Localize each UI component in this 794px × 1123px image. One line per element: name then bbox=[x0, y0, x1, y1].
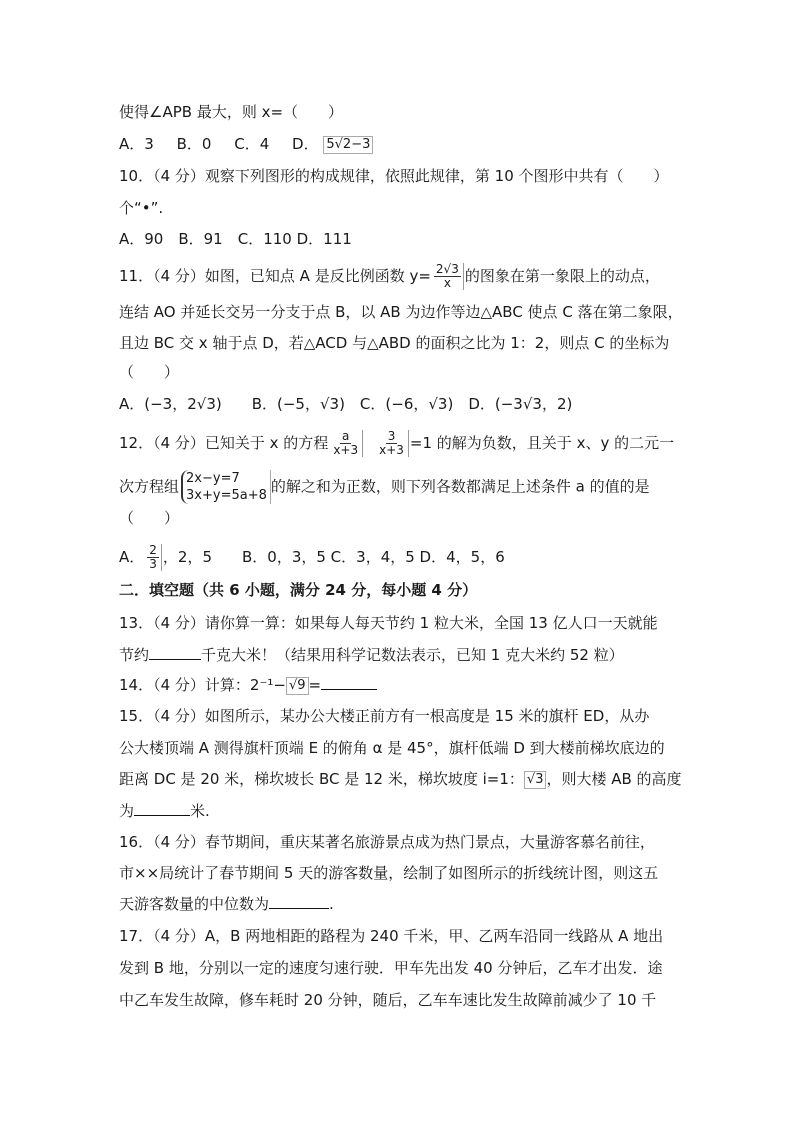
q12-option-a-label: A． bbox=[119, 548, 145, 566]
q17-line-2: 发到 B 地，分别以一定的速度匀速行驶．甲车先出发 40 分钟后，乙车才出发．途 bbox=[119, 959, 663, 977]
q12-option-a-numerator: 2 bbox=[149, 543, 157, 557]
q12-line-2 bbox=[119, 470, 650, 504]
q15-text-a: 距离 DC 是 20 米，梯坎坡长 BC 是 12 米，梯坎坡度 i=1： bbox=[119, 770, 524, 788]
q12-fraction-1 bbox=[329, 430, 363, 457]
q16-line-3 bbox=[119, 894, 334, 914]
q11-fraction-denominator: x bbox=[443, 276, 451, 290]
q13-answer-blank[interactable] bbox=[149, 645, 201, 660]
q9-option-a: A．3 bbox=[119, 135, 154, 153]
q12-fraction-2-denominator: x+3 bbox=[379, 443, 404, 457]
q11-line-2: 连结 AO 并延长交另一分支于点 B，以 AB 为边作等边△ABC 使点 C 落在第二象限， bbox=[119, 303, 683, 321]
q11-line-3: 且边 BC 交 x 轴于点 D，若△ACD 与△ABD 的面积之比为 1：2，则点 C 的坐标为 bbox=[119, 334, 670, 352]
section-2-heading: 二．填空题（共 6 小题，满分 24 分，每小题 4 分） bbox=[119, 581, 478, 599]
q15-answer-blank[interactable] bbox=[134, 801, 190, 816]
q11-options: A．(−3，2√3) B．(−5，√3) C．(−6，√3) D．(−3√3，2) bbox=[119, 395, 573, 413]
q16-text-b: . bbox=[329, 895, 334, 913]
q15-line-4 bbox=[119, 801, 210, 821]
q9-option-d-math: 5√2−3 bbox=[323, 136, 373, 154]
q14-radical: √9 bbox=[286, 677, 309, 695]
q9-options bbox=[119, 134, 373, 154]
q12-fraction-1-denominator: x+3 bbox=[333, 443, 359, 457]
q14-answer-blank[interactable] bbox=[321, 675, 377, 690]
q16-answer-blank[interactable] bbox=[269, 894, 329, 909]
q11-line-4: （ ） bbox=[119, 363, 180, 381]
q15-text-b: ，则大楼 AB 的高度 bbox=[546, 770, 682, 788]
q9-option-d: D． bbox=[292, 135, 319, 153]
q14-line bbox=[119, 675, 377, 695]
q12-option-a-fraction bbox=[145, 544, 162, 571]
q13-text-b: 千克大米！（结果用科学记数法表示，已知 1 克大米约 52 粒） bbox=[201, 646, 624, 664]
q12-text-d: 的解之和为正数，则下列各数都满足上述条件 a 的值的是 bbox=[270, 477, 650, 496]
q15-line-1: 15．（4 分）如图所示，某办公大楼正前方有一根高度是 15 米的旗杆 ED，从办 bbox=[119, 707, 650, 725]
q12-equation-2: 3x+y=5a+8 bbox=[186, 488, 267, 503]
q16-line-2: 市××局统计了春节期间 5 天的游客数量，绘制了如图所示的折线统计图，则这五 bbox=[119, 864, 659, 882]
q12-text-c: 次方程组 bbox=[119, 477, 180, 496]
q12-fraction-2-numerator: 3 bbox=[387, 429, 396, 443]
q10-line-1: 10．（4 分）观察下列图形的构成规律，依照此规律，第 10 个图形中共有（ ） bbox=[119, 167, 669, 185]
q12-equation-system bbox=[181, 470, 271, 504]
q14-text-a: 14．（4 分）计算：2⁻¹− bbox=[119, 676, 286, 694]
q15-line-3 bbox=[119, 769, 682, 789]
q12-text-b: =1 的解为负数，且关于 x、y 的二元一 bbox=[409, 434, 675, 452]
q16-text-a: 天游客数量的中位数为 bbox=[119, 895, 270, 913]
q16-line-1: 16．（4 分）春节期间，重庆某著名旅游景点成为热门景点，大量游客慕名前往， bbox=[119, 833, 655, 851]
q15-line-2: 公大楼顶端 A 测得旗杆顶端 E 的俯角 α 是 45°，旗杆低端 D 到大楼前梯坎底边的 bbox=[119, 739, 665, 757]
q11-line-1 bbox=[119, 263, 660, 290]
q10-line-2: 个“•”. bbox=[119, 199, 164, 217]
q11-text-b: 的图象在第一象限上的动点， bbox=[464, 267, 660, 285]
q9-option-c: C．4 bbox=[234, 135, 270, 153]
q12-line-1 bbox=[119, 430, 674, 457]
q15-text-d: 米. bbox=[190, 802, 210, 820]
q15-radical: √3 bbox=[524, 771, 547, 789]
q12-options-rest: ，2，5 B．0，3，5 C．3，4，5 D．4，5，6 bbox=[162, 548, 505, 566]
q12-fraction-2 bbox=[375, 430, 409, 457]
q9-stem-end: 使得∠APB 最大，则 x=（ ） bbox=[119, 103, 344, 121]
q12-text-a: 12．（4 分）已知关于 x 的方程 bbox=[119, 434, 329, 452]
q12-option-a-denominator: 3 bbox=[149, 557, 157, 571]
q11-fraction bbox=[432, 263, 464, 290]
q13-line-1: 13．（4 分）请你算一算：如果每人每天节约 1 粒大米，全国 13 亿人口一天就能 bbox=[119, 614, 658, 632]
q15-text-c: 为 bbox=[119, 802, 135, 820]
q11-text-a: 11．（4 分）如图，已知点 A 是反比例函数 y= bbox=[119, 267, 431, 285]
q12-fraction-1-numerator: a bbox=[342, 429, 350, 443]
q9-option-b: B．0 bbox=[176, 135, 212, 153]
q13-text-a: 节约 bbox=[119, 646, 150, 664]
q14-text-b: = bbox=[308, 676, 322, 694]
q12-options bbox=[119, 544, 505, 571]
q10-options: A．90 B．91 C．110 D．111 bbox=[119, 230, 352, 248]
q12-line-3: （ ） bbox=[119, 509, 180, 527]
q17-line-1: 17．（4 分）A，B 两地相距的路程为 240 千米，甲、乙两车沿同一线路从 A 地出 bbox=[119, 927, 664, 945]
q12-equation-1: 2x−y=7 bbox=[186, 471, 240, 486]
q13-line-2 bbox=[119, 645, 624, 665]
q11-fraction-numerator: 2√3 bbox=[435, 262, 459, 276]
q17-line-3: 中乙车发生故障，修车耗时 20 分钟，随后，乙车车速比发生故障前减少了 10 千 bbox=[119, 991, 657, 1009]
